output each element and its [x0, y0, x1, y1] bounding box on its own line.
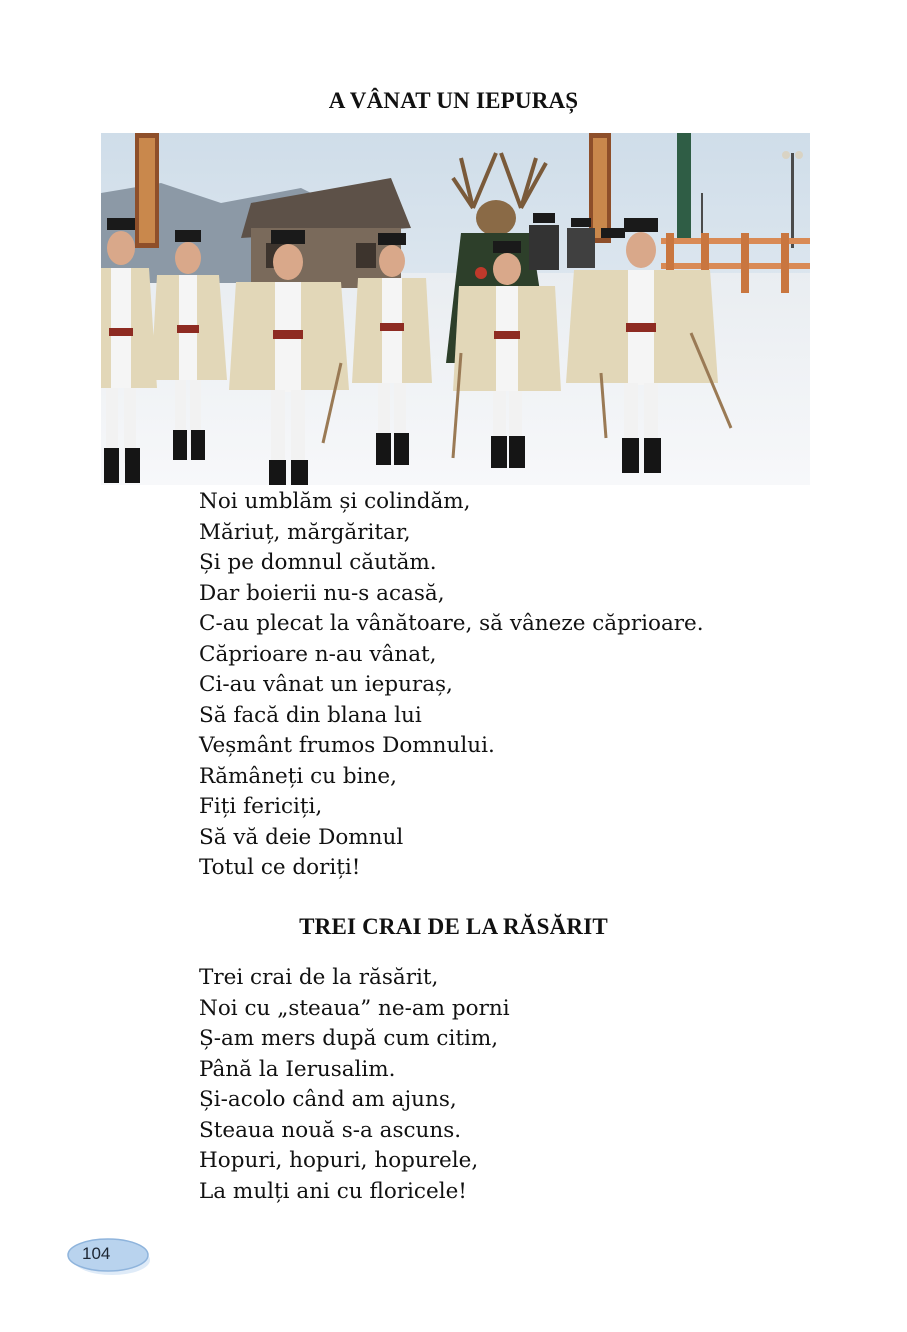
- lyric-line: Veșmânt frumos Domnului.: [199, 733, 495, 758]
- lyric-line: Steaua nouă s-a ascuns.: [199, 1117, 462, 1143]
- lyric-line: Ș-am mers după cum citim,: [199, 1026, 499, 1051]
- lyric-line: Și pe domnul căutăm.: [199, 550, 437, 575]
- lyric-line: Măriuț, mărgăritar,: [199, 519, 411, 545]
- lyric-line: Dar boierii nu-s acasă,: [199, 580, 445, 606]
- lyric-line: La mulți ani cu floricele!: [199, 1178, 467, 1204]
- lyric-line: C-au plecat la vânătoare, să vâneze căprioare.: [199, 611, 704, 636]
- song-title: A VÂNAT UN IEPURAȘ: [328, 88, 579, 113]
- lyric-line: Și-acolo când am ajuns,: [199, 1087, 457, 1112]
- page-number: 104: [82, 1244, 111, 1263]
- song-title: TREI CRAI DE LA RĂSĂRIT: [299, 914, 608, 939]
- lyric-line: Rămâneți cu bine,: [199, 763, 397, 789]
- lyric-line: Noi umblăm și colindăm,: [199, 489, 471, 514]
- lyric-line: Noi cu „steaua” ne-am porni: [199, 995, 510, 1021]
- lyric-line: Trei crai de la răsărit,: [199, 965, 439, 990]
- lyric-line: Până la Ierusalim.: [199, 1056, 396, 1082]
- lyric-line: Să vă deie Domnul: [199, 824, 404, 850]
- lyric-line: Fiți fericiți,: [199, 794, 323, 819]
- song-lyrics: [199, 487, 704, 884]
- song-lyrics: [199, 963, 510, 1207]
- lyric-line: Căprioare n-au vânat,: [199, 641, 437, 667]
- carolers-photo: [101, 133, 810, 485]
- lyric-line: Ci-au vânat un iepuraș,: [199, 672, 453, 697]
- lyric-line: Să facă din blana lui: [199, 702, 422, 728]
- lyric-line: Totul ce doriți!: [199, 855, 361, 880]
- lyric-line: Hopuri, hopuri, hopurele,: [199, 1148, 479, 1173]
